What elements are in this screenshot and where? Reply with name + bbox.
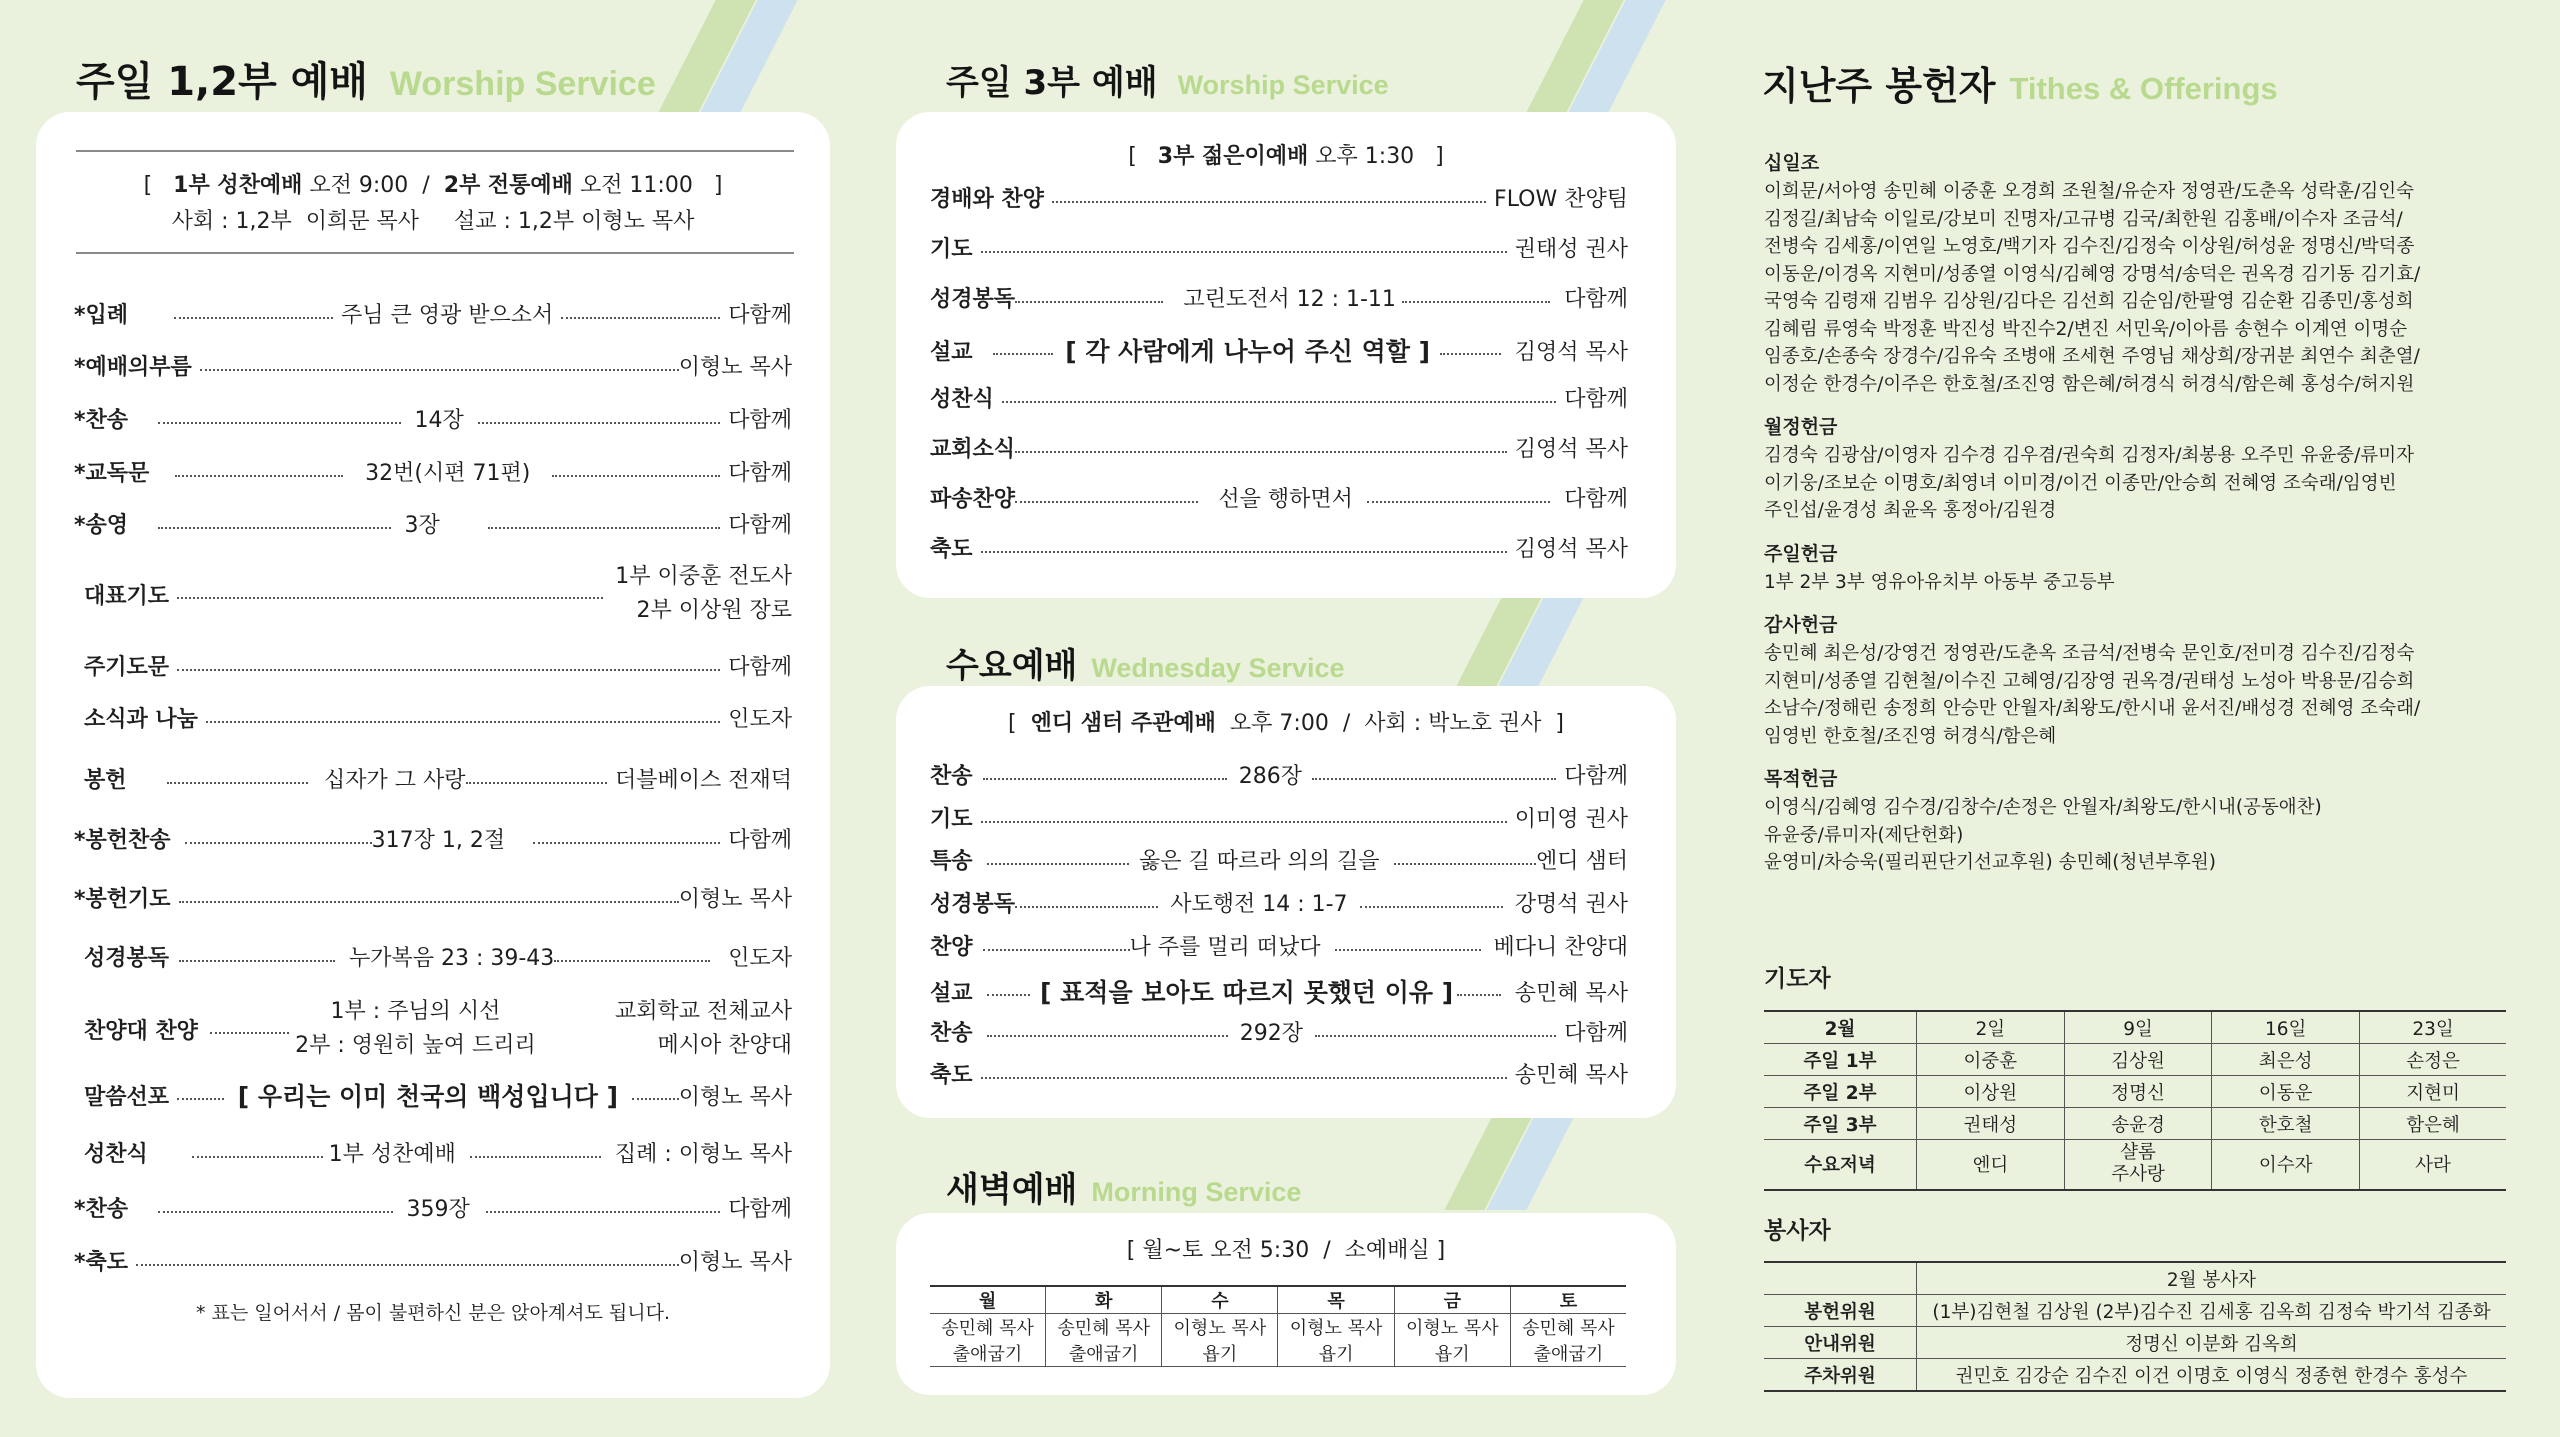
offering-group: 감사헌금 송민혜 최은성/강영건 정영관/도춘옥 조금석/전병숙 문인호/전미경 김수진/김정숙 지현미/성종열 김현철/이수진 고혜영/김장영 권옥경/권태성 노성아 박용문/김승희 소남수/정해린 송정희 안승만 안월자/최왕도/한시내 윤서진/배성경 전혜영 조숙래/ 임영빈 한호철/조진영 허경식/함은혜 [1764,614,2421,747]
order-item: *찬송 14장 다함께 [74,408,792,433]
worship-3-header: [ 3부 젊은이예배 오후 1:30 ] [1128,144,1444,169]
order-item: 성경봉독 고린도전서 12 : 1-11 다함께 [930,287,1629,312]
order-item: 찬양대 찬양 1부 : 주님의 시선 2부 : 영원히 높여 드리리 교회학교 전체교사 메시아 찬양대 [84,999,792,1058]
order-item: *송영 3장 다함께 [74,513,792,538]
worship-12-header: [ 1부 성찬예배 오전 9:00 / 2부 전통예배 오전 11:00 ] [143,173,723,198]
order-item: 찬양 나 주를 멀리 떠났다 베다니 찬양대 [930,935,1628,960]
worship-3-title: 주일 3부 예배 [946,63,1158,103]
wednesday-header: [ 엔디 샘터 주관예배 오후 7:00 / 사회 : 박노호 권사 ] [1007,711,1564,736]
worship-12-card [36,112,830,1398]
order-item: 성찬식 다함께 [930,387,1628,412]
order-item: *입례 주님 큰 영광 받으소서 다함께 [74,303,792,328]
offerings-title: 지난주 봉헌자 [1762,64,1996,108]
order-item: 축도 김영석 목사 [930,537,1628,562]
order-item: 성찬식 1부 성찬예배 집례 : 이형노 목사 [84,1142,792,1167]
dawn-header: [ 월~토 오전 5:30 / 소예배실 ] [1126,1238,1446,1263]
worship-12-title: 주일 1,2부 예배 [76,59,368,105]
order-item: 설교 [ 표적을 보아도 따르지 못했던 이유 ] 송민혜 목사 [930,978,1628,1007]
order-item: 성경봉독 사도행전 14 : 1-7 강명석 권사 [930,892,1629,917]
servers-title: 봉사자 [1764,1218,1831,1244]
order-item: 교회소식 김영석 목사 [930,437,1628,462]
order-item: *찬송 359장 다함께 [74,1197,792,1222]
order-item: 말씀선포 [ 우리는 이미 천국의 백성입니다 ] 이형노 목사 [84,1082,793,1111]
order-item: 대표기도 1부 이중훈 전도사 2부 이상원 장로 [84,564,792,623]
worship-12-officiants: 사회 : 1,2부 이희문 목사 설교 : 1,2부 이형노 목사 [171,209,695,234]
dawn-heading [946,1162,1301,1211]
offerings-title-en: Tithes & Offerings [2009,71,2278,106]
order-item: 주기도문 다함께 [84,655,792,680]
order-item: *축도 이형노 목사 [74,1250,792,1275]
worship-12-title-en: Worship Service [389,65,656,103]
order-item: 특송 옳은 길 따르라 의의 길을 엔디 샘터 [930,849,1628,874]
order-item: *예배의부름 이형노 목사 [74,355,792,380]
order-item: 소식과 나눔 인도자 [84,707,792,732]
dawn-card [896,1213,1676,1395]
worship-3-title-en: Worship Service [1177,70,1389,100]
offerings-heading [1762,55,2278,110]
prayers-table: 2월 2일 9일 16일 23일 주일 1부 이중훈 김상원 최은성 손정은 주일 2부 이상원 정명신 이동운 지현미 주일 3부 권태성 송윤경 한호철 함은혜 수요저녁 엔디 샬롬 주사랑 이수자 사라 [1764,1010,2506,1191]
order-item: 파송찬양 선을 행하면서 다함께 [930,487,1629,512]
wednesday-heading [946,638,1345,687]
servers-table: 2월 봉사자 봉헌위원 (1부)김현철 김상원 (2부)김수진 김세홍 김옥희 김정숙 박기석 김종화 안내위원 정명신 이분화 김옥희 주차위원 권민호 김강순 김수진 이건 이명호 이영식 정종현 한경수 홍성수 [1764,1261,2506,1392]
order-item: 기도 권태성 권사 [930,237,1628,262]
prayers-title: 기도자 [1764,966,1831,992]
offering-group: 목적헌금 이영식/김혜영 김수경/김창수/손정은 안월자/최왕도/한시내(공동애찬) 유윤중/류미자(제단헌화) 윤영미/차승욱(필리핀단기선교후원) 송민혜(청년부후원) [1764,768,2322,873]
worship-3-heading [946,55,1389,104]
order-item: 봉헌 십자가 그 사랑 더블베이스 전재덕 [84,768,792,793]
dawn-title-en: Morning Service [1091,1177,1302,1207]
order-item: 축도 송민혜 목사 [930,1063,1628,1088]
offering-group: 십일조 이희문/서아영 송민혜 이중훈 오경희 조원철/유순자 정영관/도춘옥 성락훈/김인숙 김정길/최남숙 이일로/강보미 진명자/고규병 김국/최한원 김홍배/이수자 조금석/ 전병숙 김세홍/이연일 노영호/백기자 김수진/김정숙 이상원/허성윤 정명신/박덕종 이동운/이경옥 지현미/성종열 이영식/김혜영 강명석/송덕은 권옥경 김기동 김기효/ 국영숙 김령재 김범우 김상원/김다은 김선희 김순임/한팔영 김순환 김종민/홍성희 김혜림 류영숙 박정훈 박진성 박진수2/변진 서민욱/이아름 송현수 이계연 이명순 임종호/손종숙 장경수/김유숙 조병애 조세현 주영님 채상희/장귀분 최연수 최춘열/ 이정순 한경수/이주은 한호철/조진영 함은혜/허경식 허경식/함은혜 홍성수/허지원 [1764,152,2421,395]
order-item: *봉헌찬송 317장 1, 2절 다함께 [74,828,793,853]
wednesday-card [896,686,1676,1118]
order-item: *교독문 32번(시편 71편) 다함께 [74,461,792,486]
wednesday-title-en: Wednesday Service [1091,653,1345,683]
order-item: 성경봉독 누가복음 23 : 39-43 인도자 [84,946,793,971]
worship-12-heading [76,50,656,107]
order-item: 설교 [ 각 사람에게 나누어 주신 역할 ] 김영석 목사 [930,337,1628,366]
worship-3-card [896,112,1676,598]
offering-group: 주일헌금 1부 2부 3부 영유아유치부 아동부 중고등부 [1764,542,2115,593]
order-item: 경배와 찬양 FLOW 찬양팀 [930,187,1628,212]
wednesday-title: 수요예배 [946,646,1078,686]
order-item: 찬송 286장 다함께 [930,764,1628,789]
dawn-schedule-table: 월 화 수 목 금 토 송민혜 목사 송민혜 목사 이형노 목사 이형노 목사 이형노 목사 송민혜 목사 출애굽기 출애굽기 욥기 욥기 욥기 출애굽기 [930,1285,1626,1367]
order-item: 찬송 292장 다함께 [930,1021,1628,1046]
order-item: 기도 이미영 권사 [930,807,1628,832]
offerings-list [1764,148,2504,891]
offering-group: 월정헌금 김경숙 김광삼/이영자 김수경 김우겸/권숙희 김정자/최봉용 오주민 유윤중/류미자 이기웅/조보순 이명호/최영녀 이미경/이건 이종만/안승희 전혜영 조숙래/임영빈 주인섭/윤경성 최윤옥 홍정아/김원경 [1764,416,2414,521]
dawn-title: 새벽예배 [946,1170,1078,1210]
order-item: *봉헌기도 이형노 목사 [74,887,792,912]
footnote: * 표는 일어서서 / 몸이 불편하신 분은 앉아계셔도 됩니다. [195,1302,671,1324]
